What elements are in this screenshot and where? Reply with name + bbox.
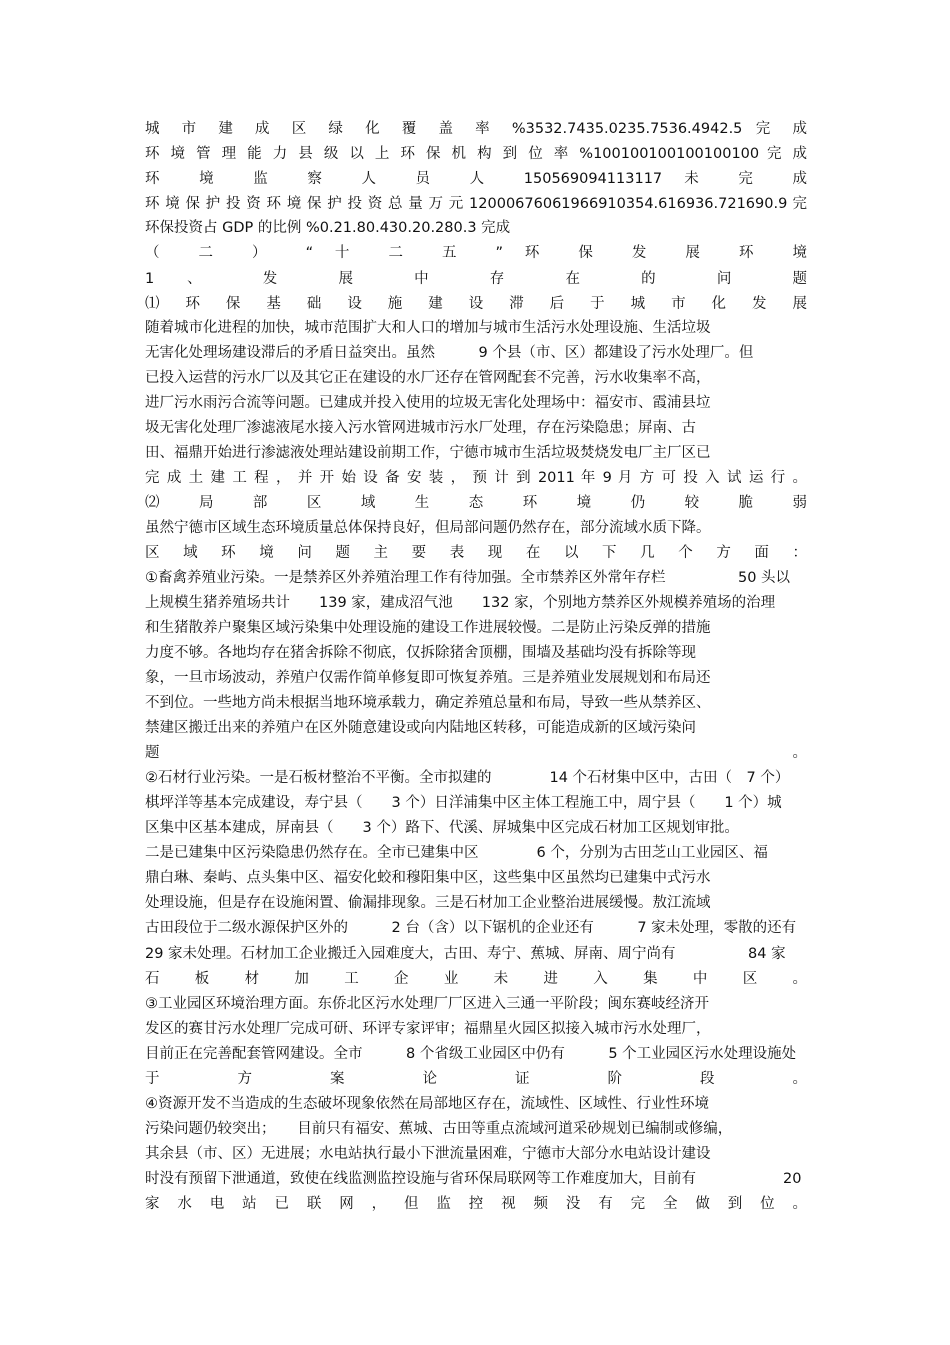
text-line: 上规模生猪养殖场共计 139 家，建成沼气池 132 家，个别地方禁养区外规模养殖场的治理 [145, 595, 776, 611]
section-heading: ⑵ 局 部 区 域 生 态 环 境 仍 较 脆 弱 [145, 495, 807, 511]
text-line: 二是已建集中区污染隐患仍然存在。全市已建集中区 6 个，分别为古田芝山工业园区、福 [145, 845, 768, 861]
section-heading: （ 二 ） “ 十 二 五 ” 环 保 发 展 环 境 [145, 245, 807, 261]
text-line: 发区的赛甘污水处理厂完成可研、环评专家评审；福鼎星火园区拟接入城市污水处理厂， [145, 1021, 711, 1037]
text-line: 禁建区搬迁出来的养殖户在区外随意建设或向内陆地区转移，可能造成新的区域污染问 [145, 720, 696, 736]
text-line: 力度不够。各地均存在猪舍拆除不彻底，仅拆除猪舍顶棚，围墙及基础均没有拆除等现 [145, 645, 696, 661]
text-line: 时没有预留下泄通道，致使在线监测监控设施与省环保局联网等工作难度加大，目前有 20 [145, 1171, 802, 1187]
text-line: 区 域 环 境 问 题 主 要 表 现 在 以 下 几 个 方 面 ： [145, 545, 807, 561]
text-line: 其余县（市、区）无进展；水电站执行最小下泄流量困难，宁德市大部分水电站设计建设 [145, 1146, 711, 1162]
text-line: 题 。 [145, 745, 807, 761]
text-line: 石 板 材 加 工 企 业 未 进 入 集 中 区 。 [145, 971, 807, 987]
text-line: 鼎白琳、秦屿、点头集中区、福安化蛟和穆阳集中区，这些集中区虽然均已建集中式污水 [145, 870, 711, 886]
text-line: 家 水 电 站 已 联 网 ， 但 监 控 视 频 没 有 完 全 做 到 位 。 [145, 1196, 807, 1212]
text-line: 环 境 管 理 能 力 县 级 以 上 环 保 机 构 到 位 率 %100100100100100100 完 成 [145, 146, 807, 162]
text-line: 完 成 土 建 工 程 ， 并 开 始 设 备 安 装 ， 预 计 到 2011 年 9 月 方 可 投 入 试 运 行 。 [145, 470, 807, 486]
text-line: 无害化处理场建设滞后的矛盾日益突出。虽然 9 个县（市、区）都建设了污水处理厂。但 [145, 345, 754, 361]
section-heading: ⑴ 环 保 基 础 设 施 建 设 滞 后 于 城 市 化 发 展 [145, 296, 807, 312]
text-line: 和生猪散养户聚集区域污染集中处理设施的建设工作进展较慢。二是防止污染反弹的措施 [145, 620, 711, 636]
text-line: 29 家未处理。石材加工企业搬迁入园难度大，古田、寿宁、蕉城、屏南、周宁尚有 84 家 [145, 946, 786, 962]
text-line: 象，一旦市场波动，养殖户仅需作简单修复即可恢复养殖。三是养殖业发展规划和布局还 [145, 670, 711, 686]
text-line: 环 境 监 察 人 员 人 150569094113117 未 完 成 [145, 171, 807, 187]
text-line: ④资源开发不当造成的生态破坏现象依然在局部地区存在，流域性、区域性、行业性环境 [145, 1096, 709, 1112]
text-line: 圾无害化处理厂渗滤液尾水接入污水管网进城市污水厂处理，存在污染隐患；屏南、古 [145, 420, 696, 436]
text-line: 污染问题仍较突出； 目前只有福安、蕉城、古田等重点流域河道采砂规划已编制或修编， [145, 1121, 733, 1137]
text-line: 进厂污水雨污合流等问题。已建成并投入使用的垃圾无害化处理场中：福安市、霞浦县垃 [145, 395, 711, 411]
text-line: 城 市 建 成 区 绿 化 覆 盖 率 %3532.7435.0235.7536.4942.5 完 成 [145, 121, 807, 137]
text-line: 随着城市化进程的加快，城市范围扩大和人口的增加与城市生活污水处理设施、生活垃圾 [145, 320, 711, 336]
text-line: 环保投资占 GDP 的比例 %0.21.80.430.20.280.3 完成 [145, 220, 511, 236]
text-line: 环 境 保 护 投 资 环 境 保 护 投 资 总 量 万 元 12000676061966910354.616936.721690.9 完 [145, 196, 807, 212]
text-line: 古田段位于二级水源保护区外的 2 台（含）以下锯机的企业还有 7 家未处理，零散的还有 [145, 920, 797, 936]
text-line: 已投入运营的污水厂以及其它正在建设的水厂还存在管网配套不完善，污水收集率不高， [145, 370, 711, 386]
text-line: 田、福鼎开始进行渗滤液处理站建设前期工作，宁德市城市生活垃圾焚烧发电厂主厂区已 [145, 445, 711, 461]
text-line: ①畜禽养殖业污染。一是禁养区外养殖治理工作有待加强。全市禁养区外常年存栏 50 头以 [145, 570, 791, 586]
section-heading: 1 、 发 展 中 存 在 的 问 题 [145, 271, 807, 287]
text-line: 虽然宁德市区域生态环境质量总体保持良好，但局部问题仍然存在，部分流域水质下降。 [145, 520, 711, 536]
text-line: 于 方 案 论 证 阶 段 。 [145, 1071, 807, 1087]
text-line: 不到位。一些地方尚未根据当地环境承载力，确定养殖总量和布局，导致一些从禁养区、 [145, 695, 711, 711]
text-line: 区集中区基本建成，屏南县（ 3 个）路下、代溪、屏城集中区完成石材加工区规划审批。 [145, 820, 739, 836]
text-line: ③工业园区环境治理方面。东侨北区污水处理厂厂区进入三通一平阶段；闽东赛岐经济开 [145, 996, 709, 1012]
text-line: ②石材行业污染。一是石板材整治不平衡。全市拟建的 14 个石材集中区中，古田（ 7 个） [145, 770, 790, 786]
text-line: 处理设施，但是存在设施闲置、偷漏排现象。三是石材加工企业整治进展缓慢。敖江流域 [145, 895, 711, 911]
text-line: 棋坪洋等基本完成建设，寿宁县（ 3 个）日洋浦集中区主体工程施工中，周宁县（ 1 个）城 [145, 795, 782, 811]
text-line: 目前正在完善配套管网建设。全市 8 个省级工业园区中仍有 5 个工业园区污水处理设施处 [145, 1046, 797, 1062]
